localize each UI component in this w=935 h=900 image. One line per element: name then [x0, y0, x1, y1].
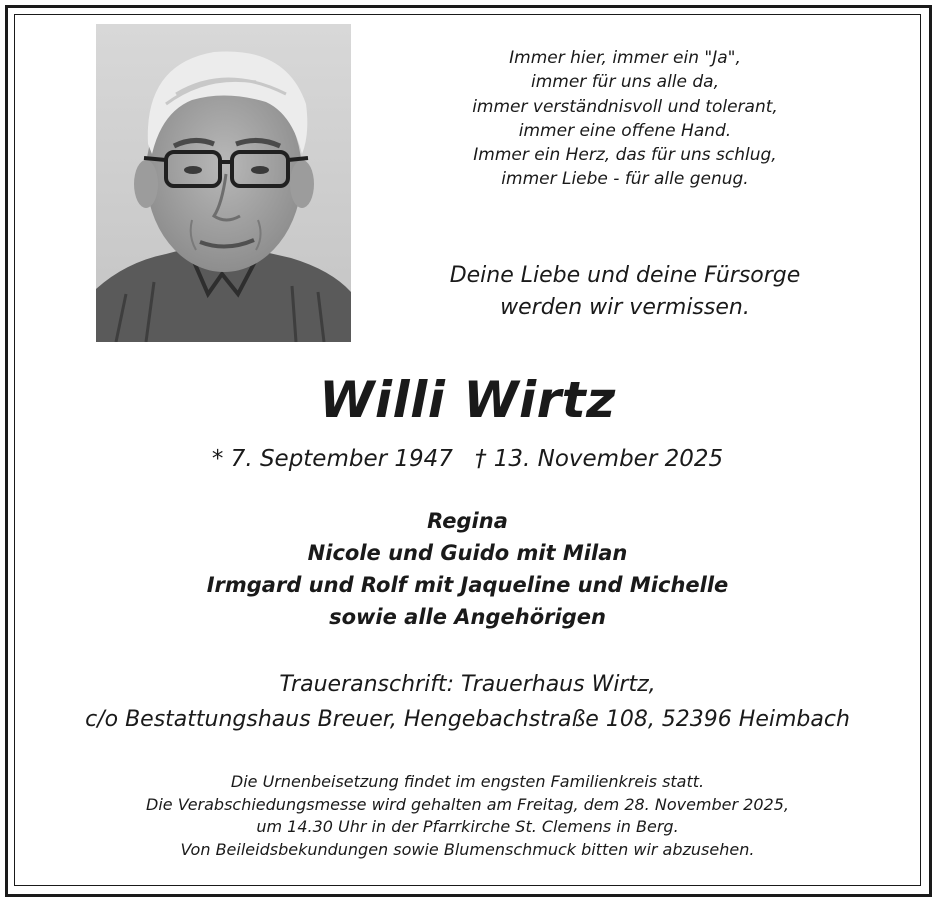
poem-line: Immer hier, immer ein "Ja", [509, 48, 741, 68]
poem [395, 46, 855, 192]
life-dates [0, 443, 935, 475]
mourners-list [0, 505, 935, 633]
deceased-name: Willi Wirtz [319, 371, 616, 429]
poem-line: Immer ein Herz, das für uns schlug, [473, 145, 777, 166]
poem-line: immer verständnisvoll und tolerant, [472, 96, 778, 117]
notice-line: Die Urnenbeisetzung findet im engsten Familienkreis statt. [230, 772, 705, 791]
mourner-line: Nicole und Guido mit Milan [307, 541, 628, 565]
poem-line: immer Liebe - für alle genug. [501, 169, 749, 190]
address-line: Traueranschrift: Trauerhaus Wirtz, [279, 672, 656, 697]
poem-line: immer für uns alle da, [531, 72, 719, 93]
mourning-address [0, 667, 935, 737]
address-line: c/o Bestattungshaus Breuer, Hengebachstraße 108, 52396 Heimbach [85, 707, 850, 732]
notice-line: um 14.30 Uhr in der Pfarrkirche St. Clemens in Berg. [256, 817, 679, 836]
poem-line: immer eine offene Hand. [518, 120, 732, 141]
quote-line: werden wir vermissen. [500, 295, 750, 320]
notice-line: Von Beileidsbekundungen sowie Blumenschmuck bitten wir abzusehen. [180, 839, 755, 859]
birth-date: * 7. September 1947 [211, 446, 453, 472]
portrait-photo [96, 24, 351, 342]
quote-line: Deine Liebe und deine Fürsorge [449, 263, 801, 288]
mourner-line: Regina [427, 509, 508, 533]
mourner-line: sowie alle Angehörigen [329, 605, 606, 629]
farewell-quote [395, 260, 855, 324]
death-date: † 13. November 2025 [474, 446, 724, 472]
funeral-notice [0, 771, 935, 861]
mourner-line: Irmgard und Rolf mit Jaqueline und Michelle [206, 573, 729, 597]
notice-line: Die Verabschiedungsmesse wird gehalten am Freitag, dem 28. November 2025, [146, 794, 789, 814]
